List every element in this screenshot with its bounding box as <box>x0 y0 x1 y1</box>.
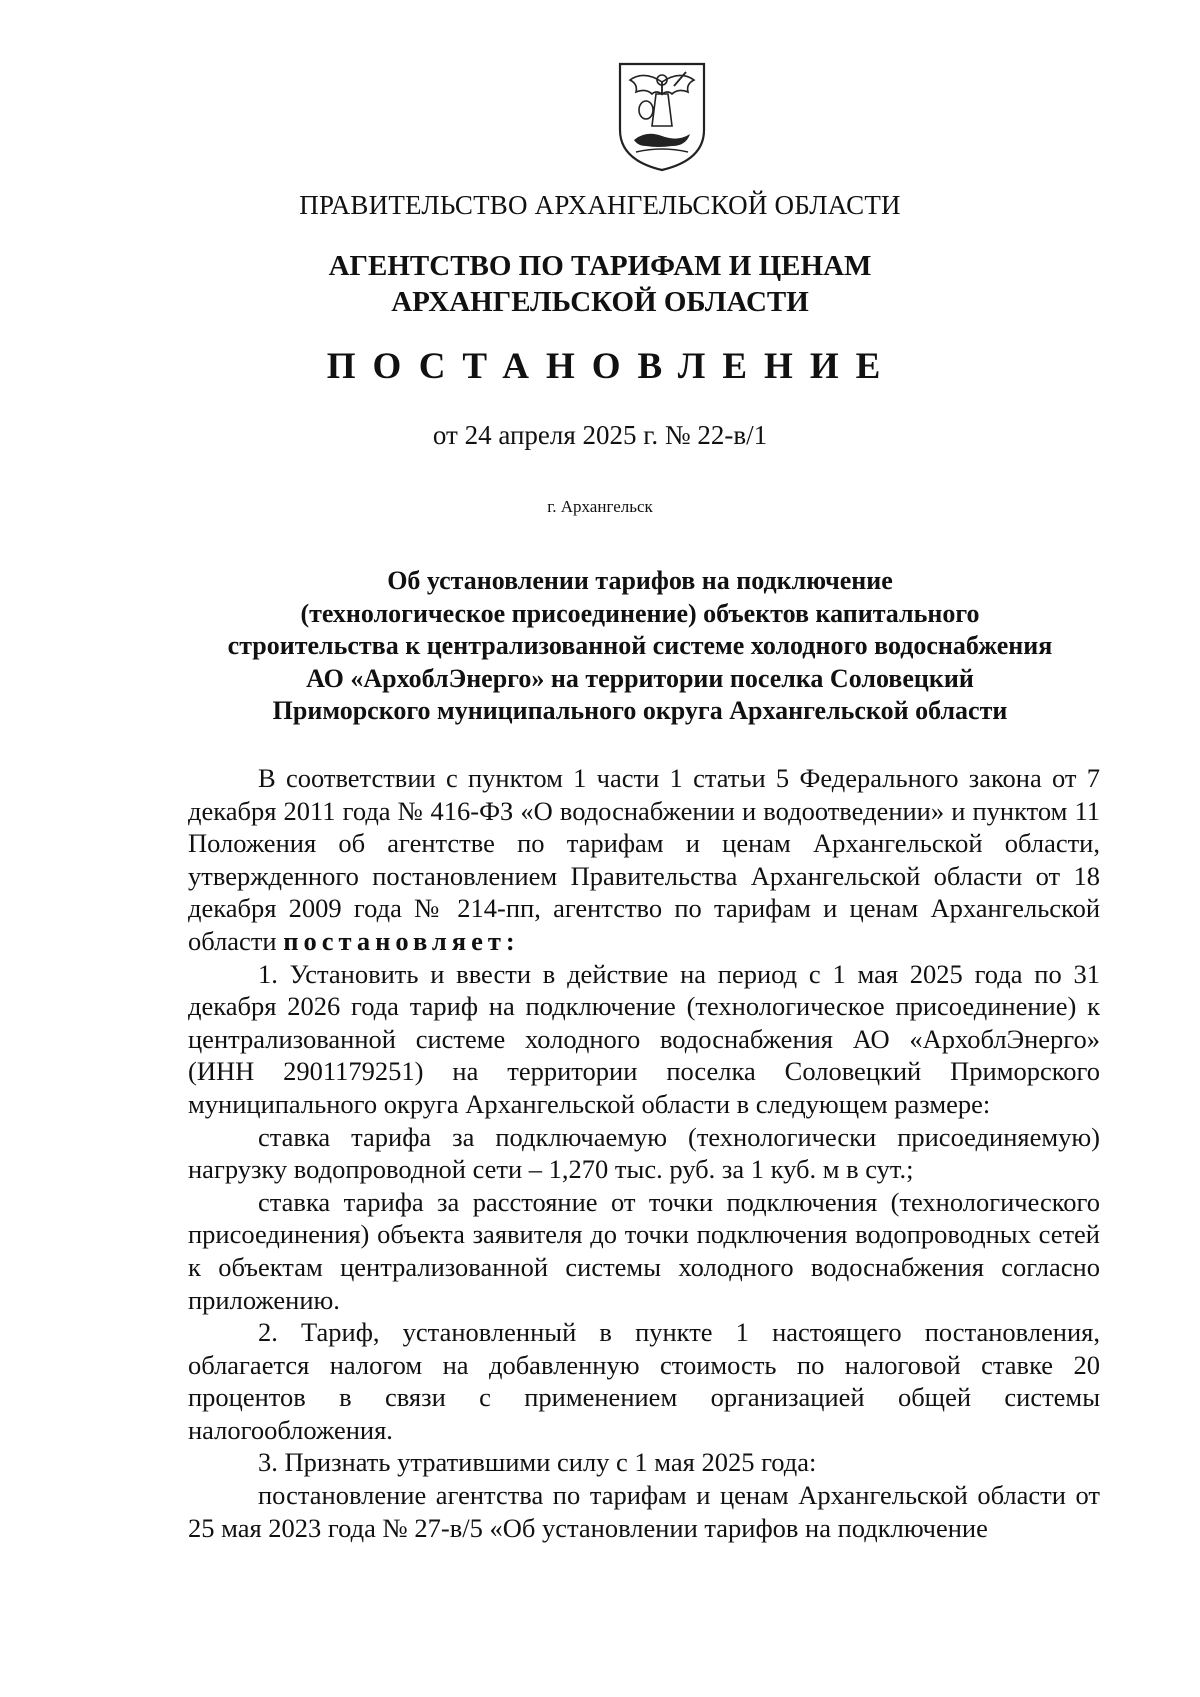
item-1-paragraph: 1. Установить и ввести в действие на период с 1 мая 2025 года по 31 декабря 2026 года тариф на подключение (технологическое присоединение) к централизованной системе холодного водоснабжения АО «АрхоблЭнерго» (ИНН 2901179251) на территории поселка Соловецкий Приморского муниципального округа Архангельской области в следующем размере: <box>188 958 1100 1119</box>
document-type: ПОСТАНОВЛЕНИЕ <box>326 346 898 387</box>
title-line: (технологическое присоединение) объектов капитального <box>300 598 980 628</box>
title-line: АО «АрхоблЭнерго» на территории поселка Соловецкий <box>306 663 974 693</box>
government-name: ПРАВИТЕЛЬСТВО АРХАНГЕЛЬСКОЙ ОБЛАСТИ <box>299 190 901 220</box>
agency-name-line2: АРХАНГЕЛЬСКОЙ ОБЛАСТИ <box>391 286 809 318</box>
item-3-text-paragraph: постановление агентства по тарифам и ценам Архангельской области от 25 мая 2023 года № 27-в/5 «Об установлении тарифов на подключение <box>188 1480 1100 1543</box>
resolves-keyword: постановляет: <box>283 925 520 956</box>
title-line: строительства к централизованной системе холодного водоснабжения <box>227 631 1053 660</box>
title-line: Об установлении тарифов на подключение <box>387 566 893 595</box>
item-3-paragraph: 3. Признать утратившими силу с 1 мая 2025 года: <box>258 1447 817 1478</box>
agency-name <box>0 248 1200 320</box>
document-title <box>180 565 1100 728</box>
rate-1-paragraph: ставка тарифа за подключаемую (технологически присоединяемую) нагрузку водопроводной сети – 1,270 тыс. руб. за 1 куб. м в сут.; <box>188 1121 1100 1185</box>
preamble-paragraph <box>188 762 1100 958</box>
item-2-paragraph: 2. Тариф, установленный в пункте 1 настоящего постановления, облагается налогом на добавленную стоимость по налоговой ставке 20 процентов в связи с применением организацией общей системы налогообложения. <box>188 1317 1100 1445</box>
title-line: Приморского муниципального округа Архангельской области <box>272 696 1008 725</box>
date-and-number: от 24 апреля 2025 г. № 22-в/1 <box>432 420 768 450</box>
arkhangelsk-coat-of-arms-icon <box>616 60 708 172</box>
agency-name-line1: АГЕНТСТВО ПО ТАРИФАМ И ЦЕНАМ <box>328 250 872 282</box>
rate-2-paragraph: ставка тарифа за расстояние от точки подключения (технологического присоединения) объекта заявителя до точки подключения водопроводных сетей к объектам централизованной системы холодного водоснабжения согласно приложению. <box>188 1186 1100 1315</box>
preamble-text: В соответствии с пунктом 1 части 1 статьи 5 Федерального закона от 7 декабря 2011 года № 416-ФЗ «О водоснабжении и водоотведении» и пунктом 11 Положения об агентстве по тарифам и ценам Архангельской области, утвержденного постановлением Правительства Архангельской области от 18 декабря 2009 года № 214-пп, агентство по тарифам и ценам Архангельской области <box>188 763 1100 956</box>
city: г. Архангельск <box>547 497 653 516</box>
document-body <box>188 762 1100 1544</box>
